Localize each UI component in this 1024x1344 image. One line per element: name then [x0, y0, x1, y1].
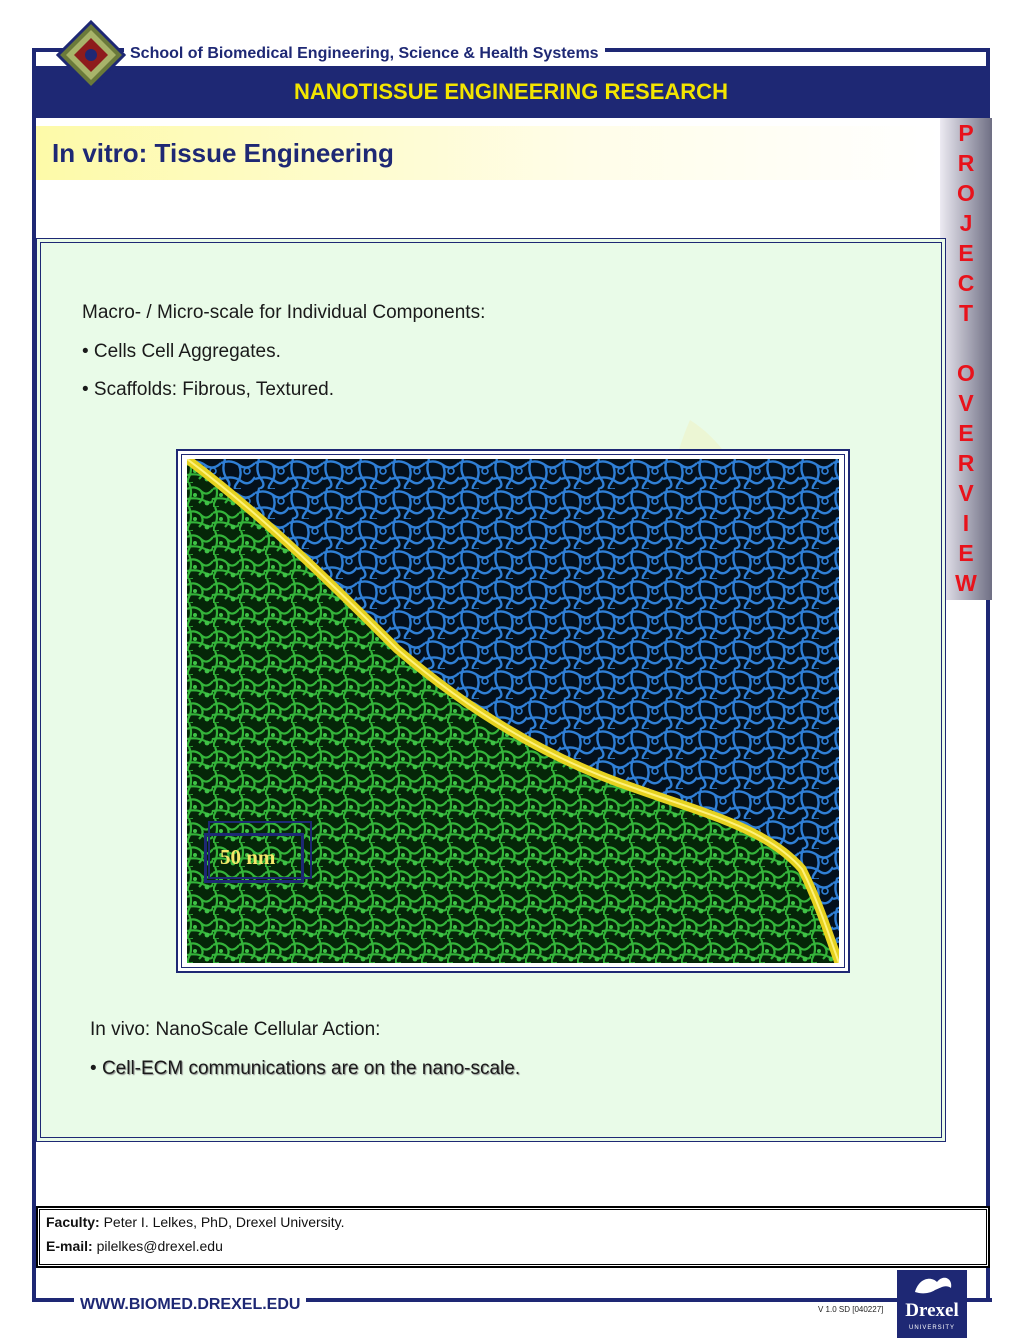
email-label: E-mail: — [46, 1238, 93, 1254]
drexel-logo-sub: UNIVERSITY — [908, 1325, 955, 1331]
faculty-line — [46, 1214, 345, 1230]
side-tab-letter: V — [958, 480, 974, 506]
scale-bar-label: 50 nm — [220, 845, 276, 869]
research-title: NANOTISSUE ENGINEERING RESEARCH — [294, 79, 728, 104]
tem-micrograph-image — [187, 459, 839, 963]
side-tab-letter: R — [957, 150, 975, 176]
macro-item-scaffolds: • Scaffolds: Fibrous, Textured. — [82, 379, 335, 400]
macro-item-cells: • Cells Cell Aggregates. — [82, 341, 281, 362]
side-tab-letter: E — [958, 240, 974, 266]
email-value: pilelkes@drexel.edu — [92, 1238, 223, 1254]
faculty-value: Peter I. Lelkes, PhD, Drexel University. — [99, 1214, 345, 1230]
side-tab-letter: E — [958, 540, 974, 566]
side-tab-letter: O — [957, 360, 975, 386]
side-tab-letter: R — [957, 450, 975, 476]
side-tab-letter: I — [962, 510, 970, 536]
side-tab-letter — [940, 328, 992, 358]
project-overview-label — [940, 118, 992, 598]
side-tab-letter: C — [957, 270, 975, 296]
school-logo-icon — [56, 20, 126, 90]
vivo-heading: In vivo: NanoScale Cellular Action: — [90, 1019, 381, 1040]
macro-heading: Macro- / Micro-scale for Individual Components: — [82, 302, 486, 323]
dragon-icon — [897, 1270, 967, 1300]
side-tab-letter: P — [958, 120, 974, 146]
faculty-label: Faculty: — [46, 1214, 100, 1230]
vivo-item-text: Cell-ECM communications are on the nano-scale. — [101, 1058, 521, 1079]
vivo-item — [90, 1058, 520, 1080]
website-link[interactable]: WWW.BIOMED.DREXEL.EDU — [74, 1294, 306, 1316]
email-line — [46, 1238, 223, 1254]
side-tab-letter: O — [957, 180, 975, 206]
side-tab-letter: W — [955, 570, 977, 596]
side-tab-letter: J — [959, 210, 973, 236]
vivo-bullet: • — [90, 1058, 102, 1079]
side-tab-letter: V — [958, 390, 974, 416]
side-tab-letter: E — [958, 420, 974, 446]
side-tab-letter: T — [958, 300, 974, 326]
version-label: V 1.0 SD [040227] — [818, 1305, 884, 1314]
drexel-logo-name: Drexel — [905, 1300, 959, 1321]
school-name: School of Biomedical Engineering, Science & Health Systems — [124, 44, 605, 64]
page-title: In vitro: Tissue Engineering — [52, 138, 394, 168]
